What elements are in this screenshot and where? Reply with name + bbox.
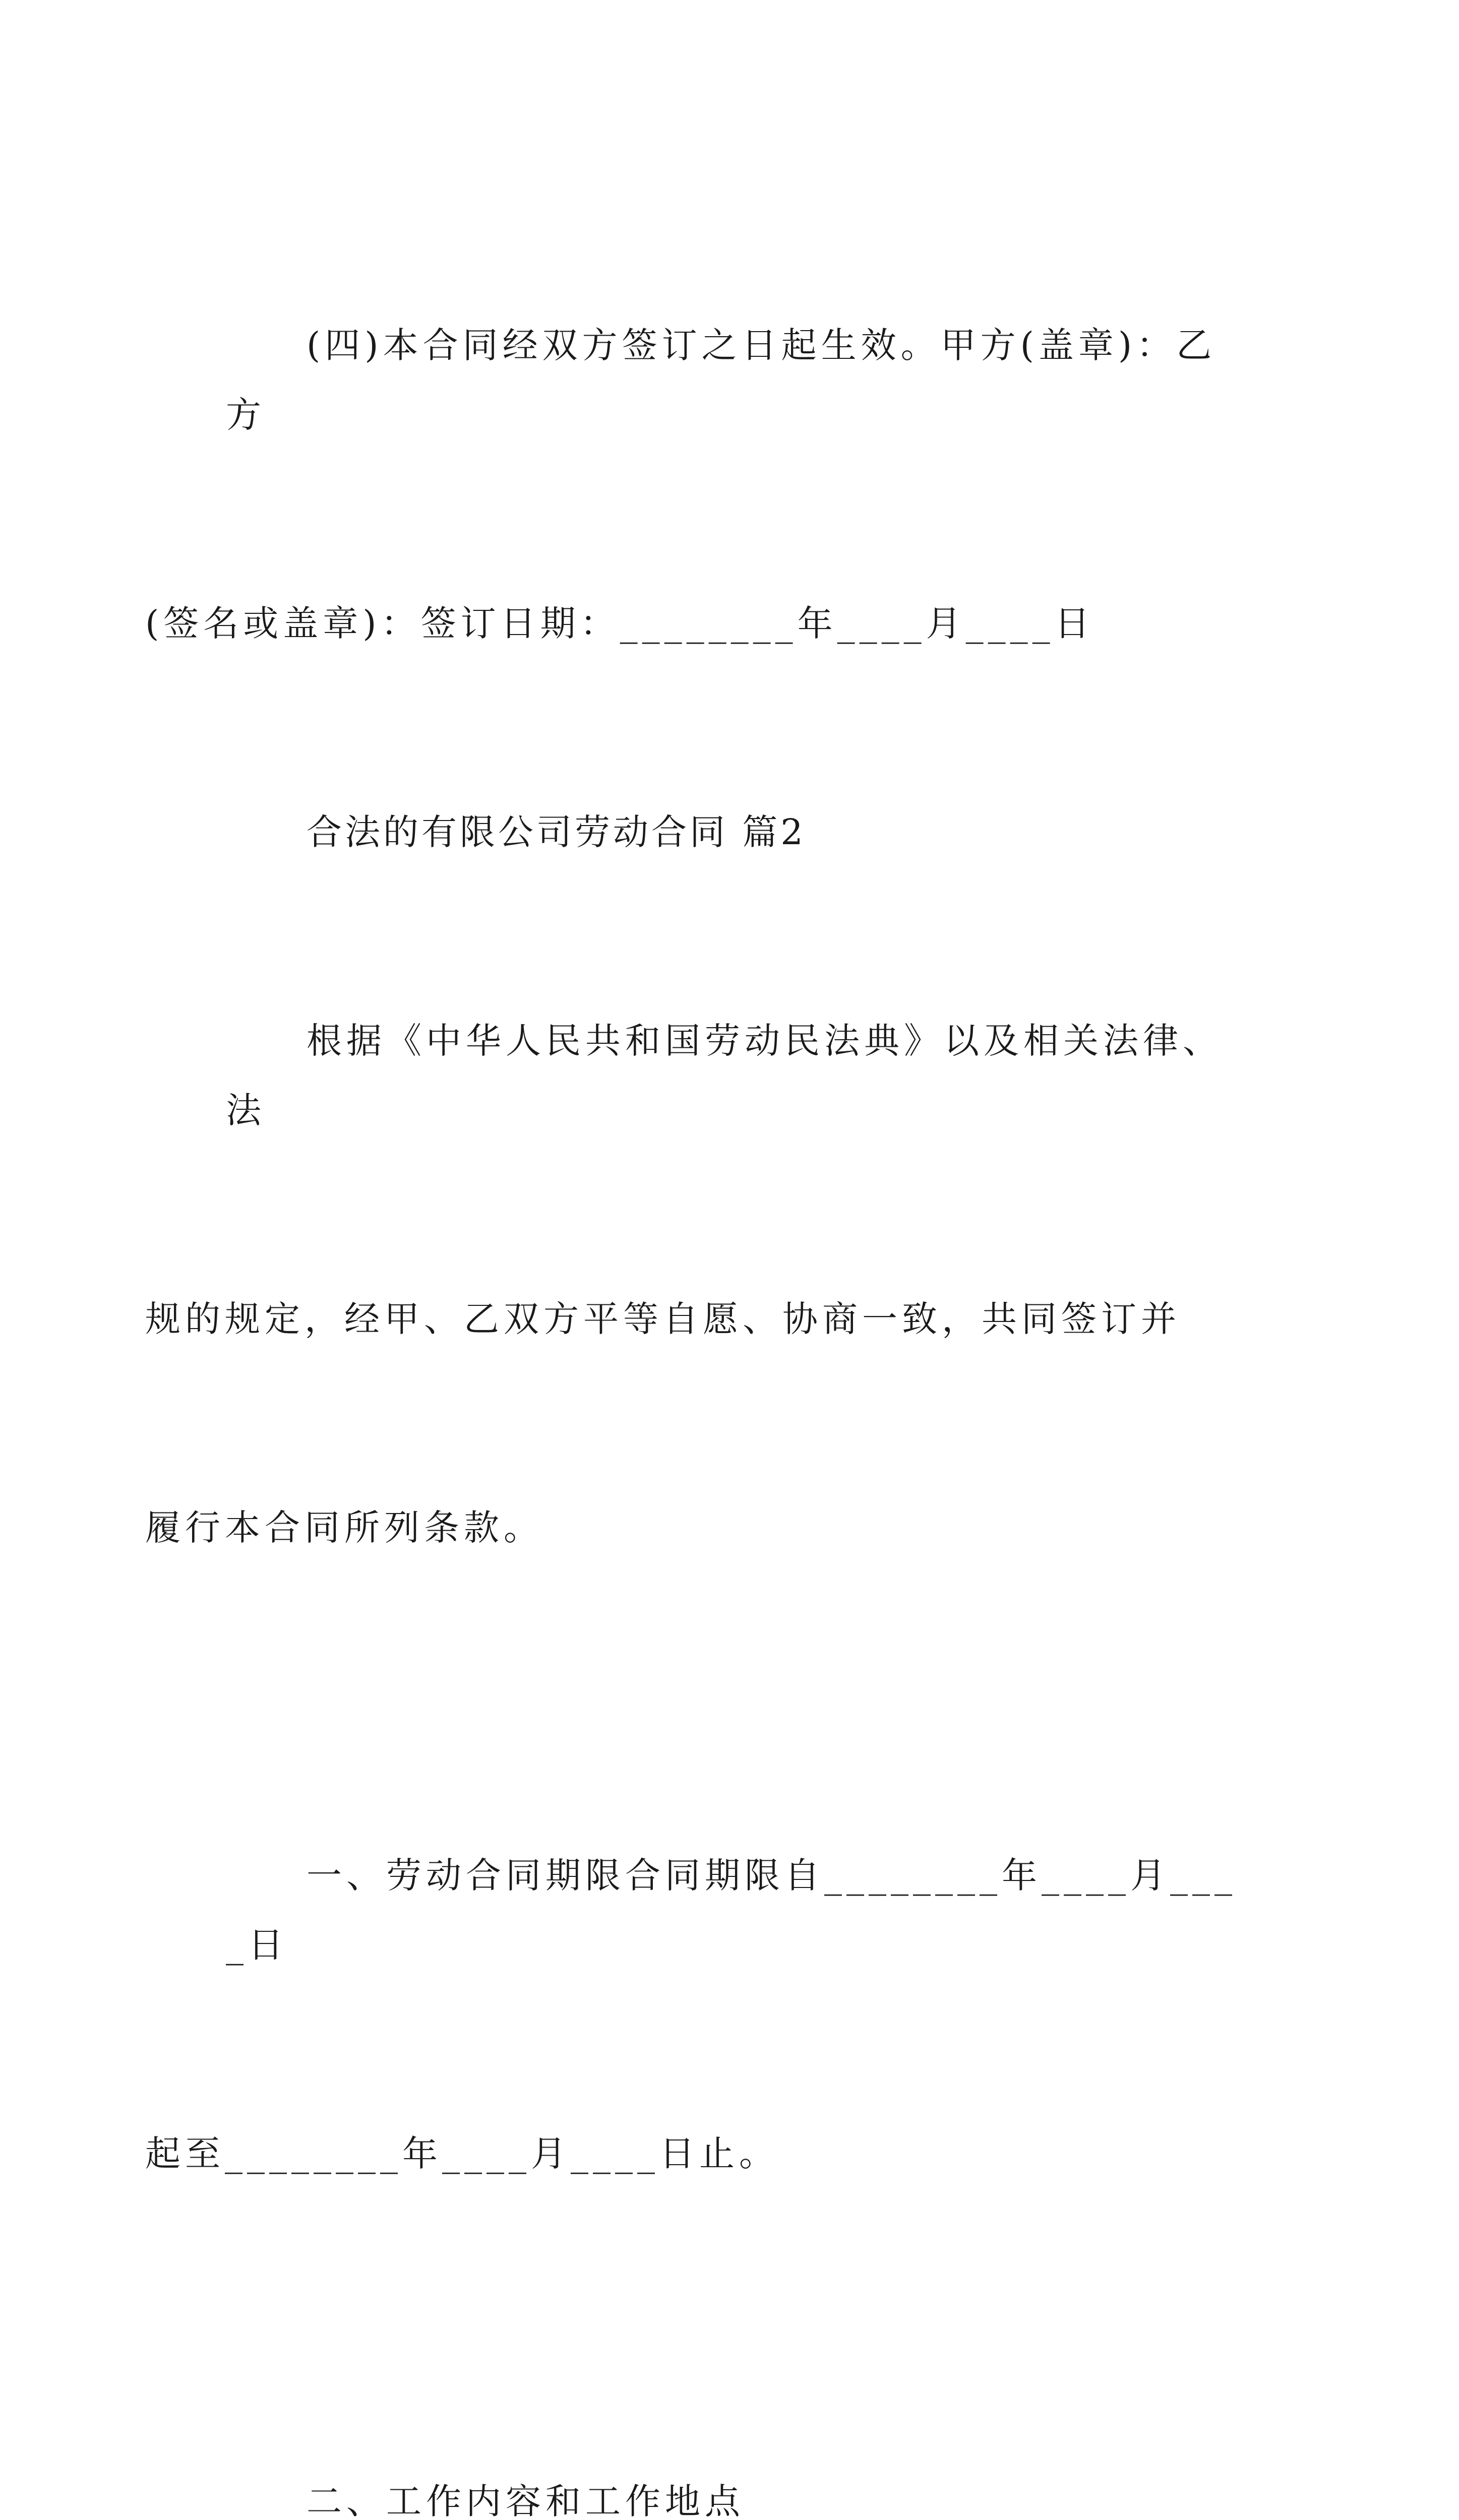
text-line: 二、工作内容和工作地点 <box>307 2481 745 2520</box>
heading-text: 合法的有限公司劳动合同 篇2 <box>307 811 806 853</box>
clause-effective-date <box>145 171 1249 797</box>
text-line: 履行本合同所列条款。 <box>145 1507 543 1548</box>
clause-heading-work-content <box>226 2327 1249 2520</box>
clause-contract-term <box>145 1702 1249 2327</box>
text-line: (签名或盖章)：签订日期：________年____月____日 <box>145 603 1095 644</box>
section-heading <box>226 797 1249 867</box>
text-line: 一、劳动合同期限合同期限自________年____月____日 <box>226 1855 1237 1966</box>
text-line: 起至________年____月____日止。 <box>145 2133 779 2174</box>
document-page <box>145 171 1249 2520</box>
text-line: 根据《中华人民共和国劳动民法典》以及相关法律、法 <box>226 1020 1223 1131</box>
text-line: (四)本合同经双方签订之日起生效。甲方(盖章)：乙方 <box>226 325 1217 435</box>
text-line: 规的规定，经甲、乙双方平等自愿、协商一致，共同签订并 <box>145 1298 1181 1340</box>
paragraph-intro <box>145 867 1249 1702</box>
